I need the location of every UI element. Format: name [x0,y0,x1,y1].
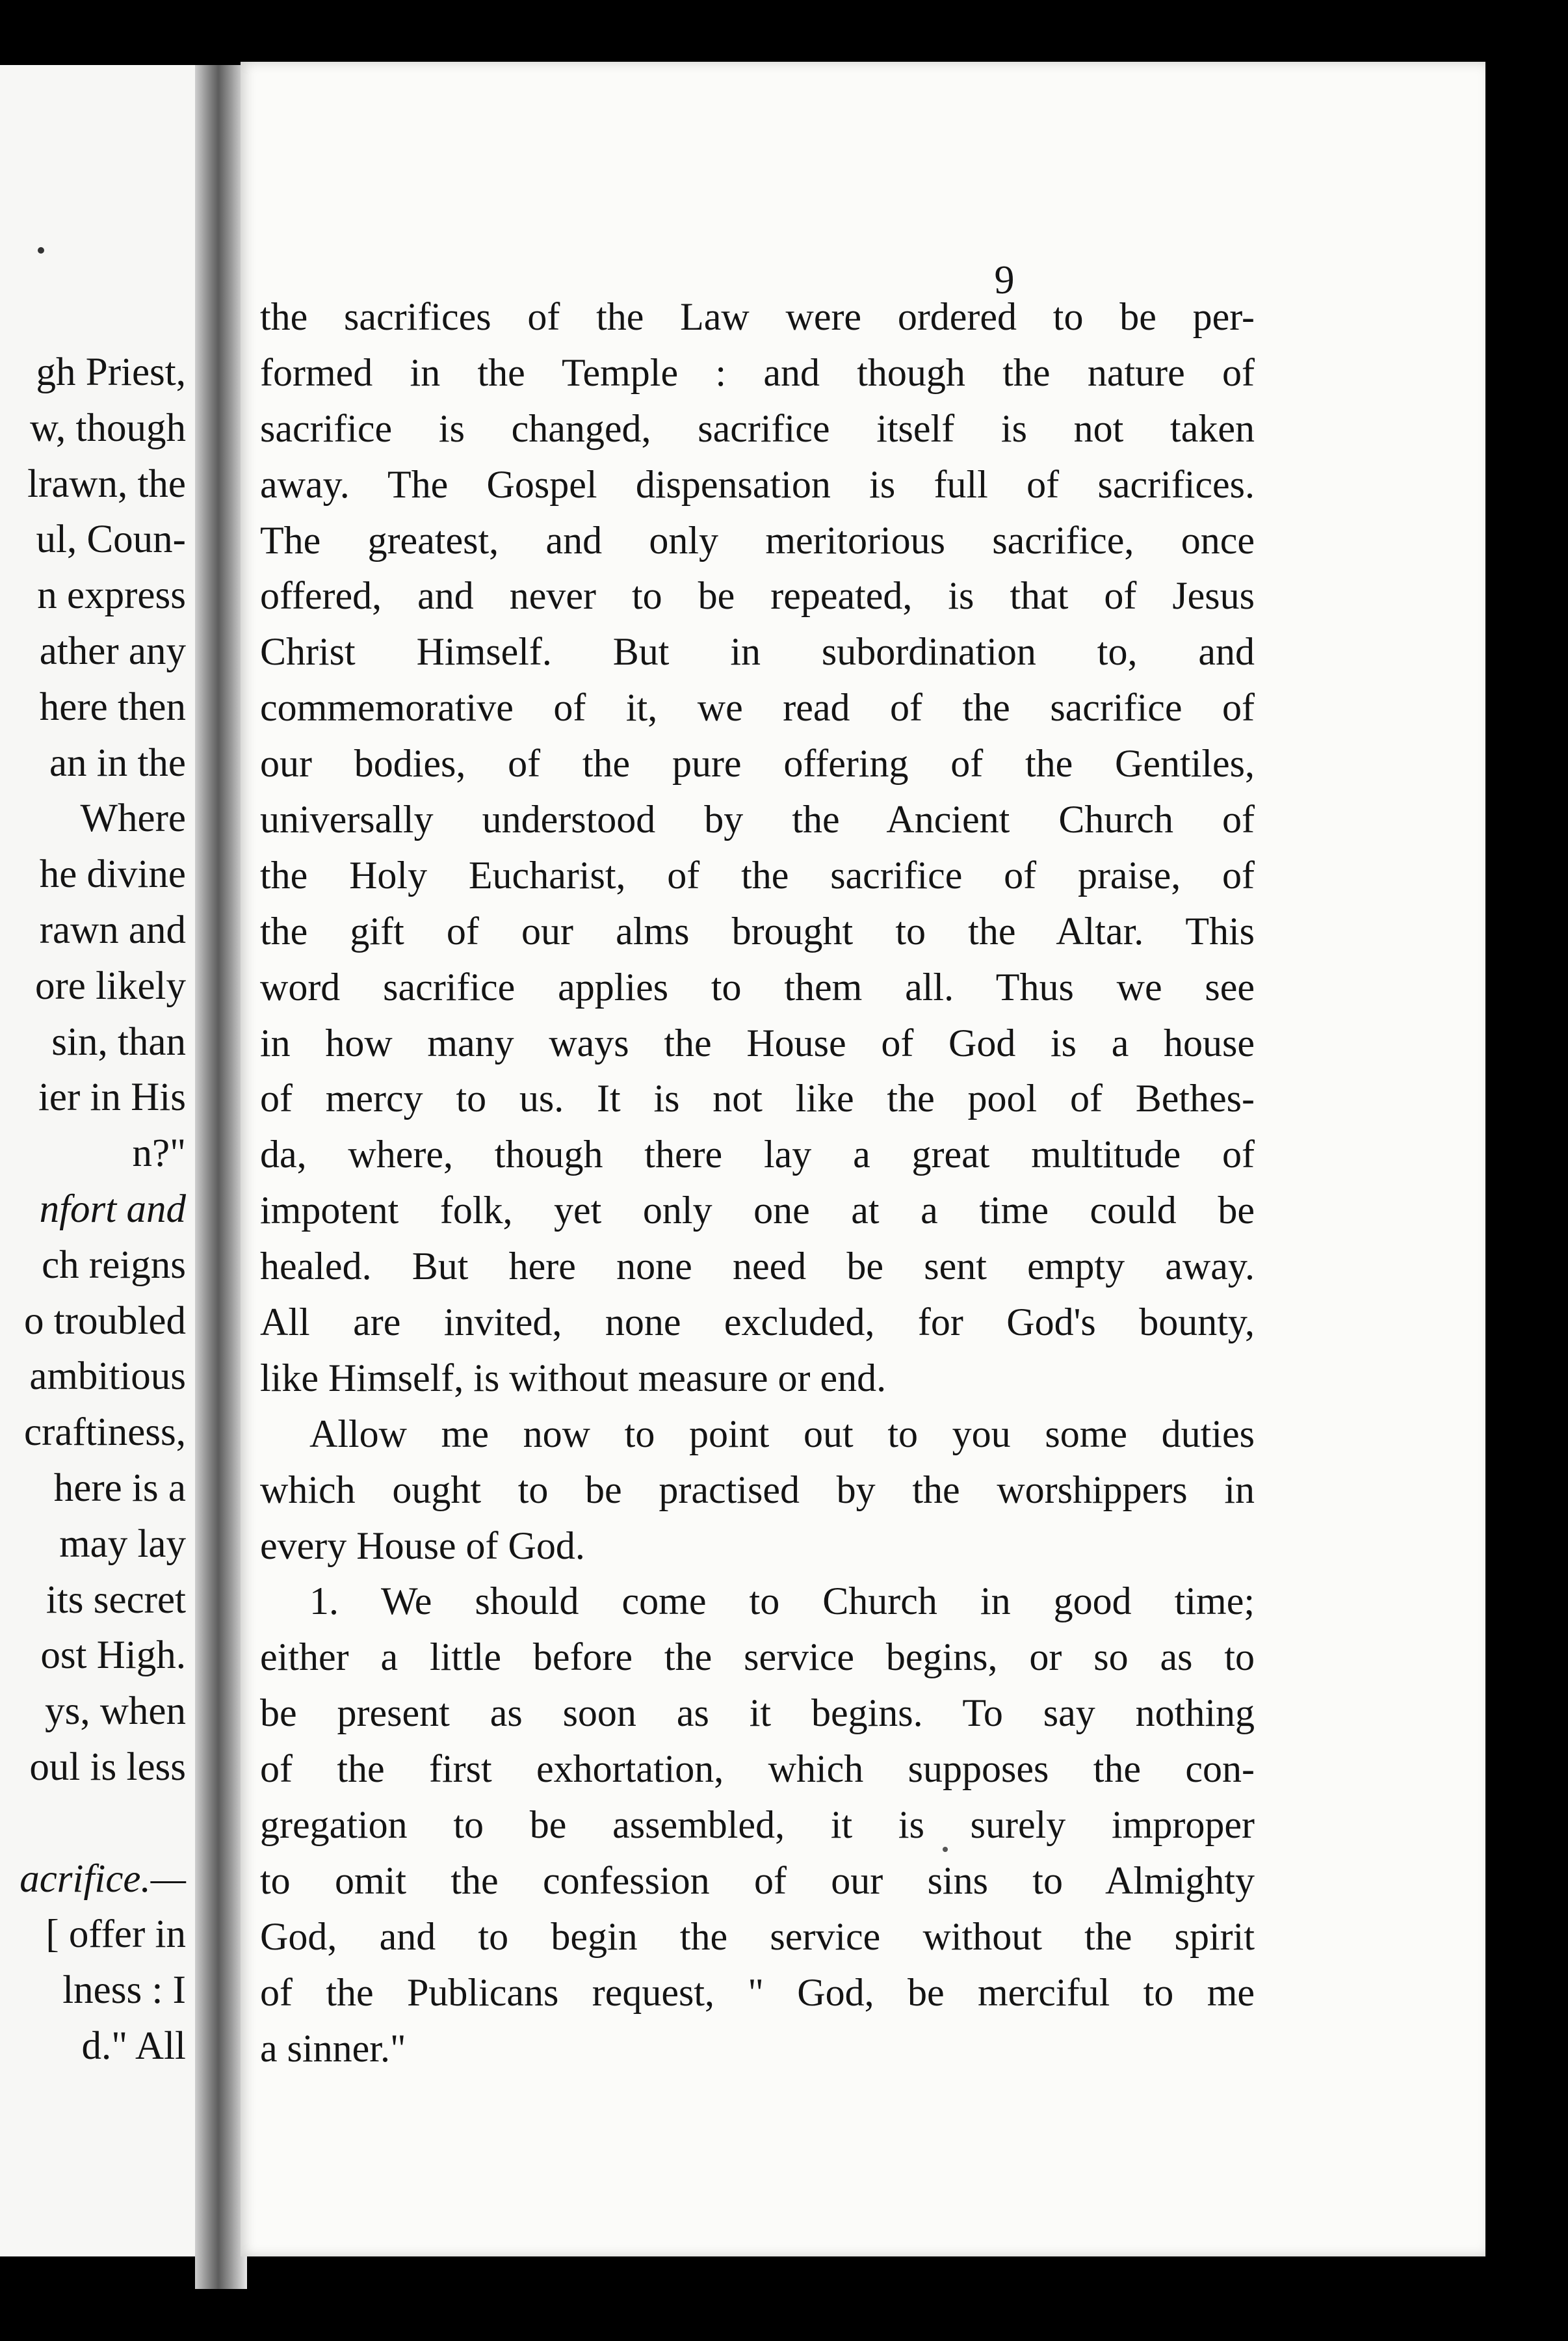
text-line: word sacrifice applies to them all. Thus we see [260,965,1255,1009]
previous-page-line: oul is less [29,1745,186,1789]
previous-page-line: ambitious [29,1355,186,1399]
previous-page-text [0,345,186,2074]
text-line: sacrifice is changed, sacrifice itself is not taken [260,406,1255,450]
previous-page-line: here is a [53,1466,186,1510]
previous-page-line: gh Priest, [36,350,186,394]
previous-page-line: lrawn, the [27,462,186,506]
previous-page-line: ather any [39,629,186,673]
text-line: da, where, though there lay a great multitude of [260,1133,1255,1176]
previous-page-line: Where [80,797,186,841]
text-line: Allow me now to point out to you some duties [309,1412,1255,1455]
previous-page-line: ch reigns [42,1243,186,1287]
previous-page-line: nfort and [39,1187,186,1231]
text-line: the gift of our alms brought to the Altar. This [260,909,1255,953]
previous-page-line: rawn and [39,908,186,952]
previous-page-line: may lay [59,1522,186,1566]
text-line: formed in the Temple : and though the nature of [260,350,1255,394]
previous-page-line: n?" [132,1131,186,1176]
text-line: a sinner." [260,2026,406,2070]
text-line: like Himself, is without measure or end. [260,1356,887,1399]
text-line: either a little before the service begins, or so as to [260,1635,1255,1679]
previous-page-line: w, though [29,406,186,450]
text-line: Christ Himself. But in subordination to, and [260,630,1255,674]
text-line: be present as soon as it begins. To say nothing [260,1691,1255,1735]
page-body-text [260,289,1255,2077]
previous-page-line: he divine [39,853,186,897]
previous-page-line: here then [39,685,186,729]
text-line: gregation to be assembled, it is surely improper [260,1803,1255,1847]
text-line: every House of God. [260,1524,585,1567]
text-line: God, and to begin the service without the spirit [260,1914,1255,1958]
previous-page-line: craftiness, [24,1410,186,1455]
text-line: impotent folk, yet only one at a time could be [260,1189,1255,1232]
text-line: in how many ways the House of God is a house [260,1021,1255,1065]
previous-page-line: sin, than [51,1020,186,1064]
previous-page-line: ore likely [34,964,186,1008]
text-line: healed. But here none need be sent empty away. [260,1245,1255,1288]
text-line: which ought to be practised by the worshippers in [260,1468,1255,1511]
text-line: of the first exhortation, which supposes the con- [260,1747,1255,1791]
previous-page-line: n express [37,574,186,618]
ink-speck [38,247,44,254]
text-line: of the Publicans request, " God, be merciful to me [260,1970,1255,2014]
text-line: away. The Gospel dispensation is full of sacrifices. [260,462,1255,506]
text-line: All are invited, none excluded, for God's bounty, [260,1301,1255,1344]
previous-page-line: ost High. [40,1633,186,1678]
page-number: 9 [994,258,1015,302]
text-line: universally understood by the Ancient Church of [260,798,1255,841]
text-line: of mercy to us. It is not like the pool of Bethes- [260,1077,1255,1120]
previous-page-line: lness : I [62,1968,186,2013]
text-line: commemorative of it, we read of the sacrifice of [260,686,1255,730]
text-line: offered, and never to be repeated, is that of Jesus [260,574,1255,618]
text-line: our bodies, of the pure offering of the Gentiles, [260,742,1255,786]
previous-page-fragment [0,65,208,2256]
book-spine-gutter [195,65,247,2289]
previous-page-line: o troubled [23,1299,186,1343]
text-line: The greatest, and only meritorious sacrifice, once [260,518,1255,562]
text-line: 1. We should come to Church in good time; [309,1580,1255,1623]
previous-page-line: [ offer in [46,1912,186,1957]
previous-page-line [0,1795,186,1851]
previous-page-line: an in the [49,741,186,785]
previous-page-line: ul, Coun- [36,518,186,562]
text-line: the sacrifices of the Law were ordered to be per- [260,295,1255,338]
previous-page-line: acrifice.— [20,1857,186,1901]
previous-page-line: ys, when [45,1689,186,1734]
text-line: to omit the confession of our sins to Almighty [260,1858,1255,1902]
previous-page-line: its secret [46,1578,186,1622]
previous-page-line: d." All [81,2024,186,2068]
text-line: the Holy Eucharist, of the sacrifice of praise, of [260,853,1255,897]
previous-page-line: ier in His [38,1076,186,1120]
